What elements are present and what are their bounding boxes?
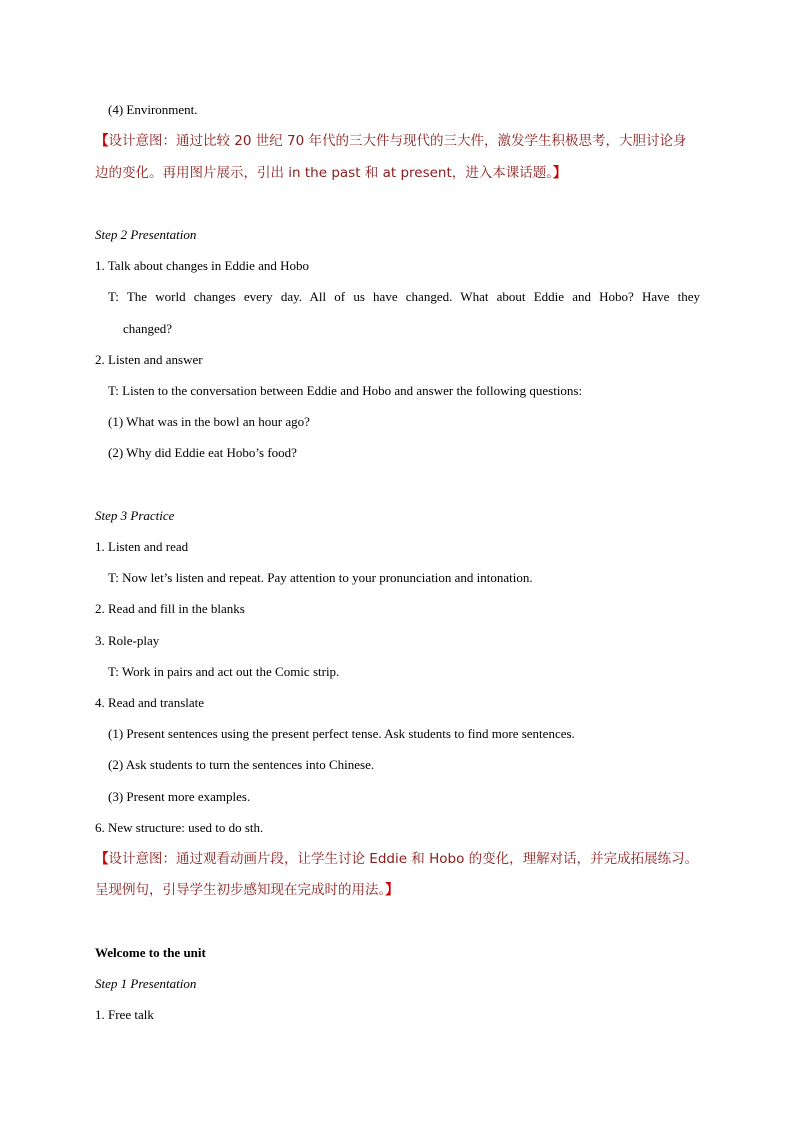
document-page [95,0,705,1123]
design-intent-note-2-line-1 [95,850,698,868]
note-text: 设计意图：通过比较 20 世纪 70 年代的三大件与现代的三大件，激发学生积极思考，大胆讨论身 [108,133,687,149]
step-3-item-3: 3. Role-play [95,633,160,648]
step-3-item-4-sub-3: (3) Present more examples. [108,789,251,804]
step-2-item-1: 1. Talk about changes in Eddie and Hobo [95,258,310,273]
note-text: 边的变化。再用图片展示，引出 in the past 和 at present，进入本课话题。 [95,165,554,181]
step-2-item-1-teacher-line-1: T: The world changes every day. All of us have changed. What about Eddie and Hobo? Have they [108,289,700,304]
design-intent-note-2-line-2 [95,881,399,899]
step-3-item-6: 6. New structure: used to do sth. [95,820,264,835]
step-2-question-2: (2) Why did Eddie eat Hobo’s food? [108,445,297,460]
welcome-heading: Welcome to the unit [95,945,206,960]
note-text: 设计意图：通过观看动画片段，让学生讨论 Eddie 和 Hobo 的变化，理解对话，并完成拓展练习。 [108,851,699,867]
welcome-step-1-heading: Step 1 Presentation [95,976,197,991]
step-3-item-1: 1. Listen and read [95,539,189,554]
note-text: 呈现例句，引导学生初步感知现在完成时的用法。 [95,882,386,898]
environment-item: (4) Environment. [108,102,198,117]
step-3-item-4-sub-2: (2) Ask students to turn the sentences into Chinese. [108,757,375,772]
note-open-bracket: 【 [95,133,109,149]
design-intent-note-1-line-2 [95,164,567,182]
note-open-bracket: 【 [95,851,109,867]
step-3-item-2: 2. Read and fill in the blanks [95,601,245,616]
step-3-item-4: 4. Read and translate [95,695,205,710]
step-3-item-1-teacher: T: Now let’s listen and repeat. Pay attention to your pronunciation and intonation. [108,570,533,585]
step-2-heading: Step 2 Presentation [95,227,197,242]
note-close-bracket: 】 [385,882,399,898]
step-2-item-1-teacher-line-2: changed? [123,321,173,336]
step-3-item-3-teacher: T: Work in pairs and act out the Comic strip. [108,664,340,679]
design-intent-note-1-line-1 [95,132,687,150]
step-3-heading: Step 3 Practice [95,508,175,523]
note-close-bracket: 】 [553,165,567,181]
step-3-item-4-sub-1: (1) Present sentences using the present perfect tense. Ask students to find more sentences. [108,726,575,741]
step-2-item-2-teacher: T: Listen to the conversation between Eddie and Hobo and answer the following questions: [108,383,583,398]
step-2-question-1: (1) What was in the bowl an hour ago? [108,414,310,429]
welcome-item-1: 1. Free talk [95,1007,154,1022]
step-2-item-2: 2. Listen and answer [95,352,203,367]
